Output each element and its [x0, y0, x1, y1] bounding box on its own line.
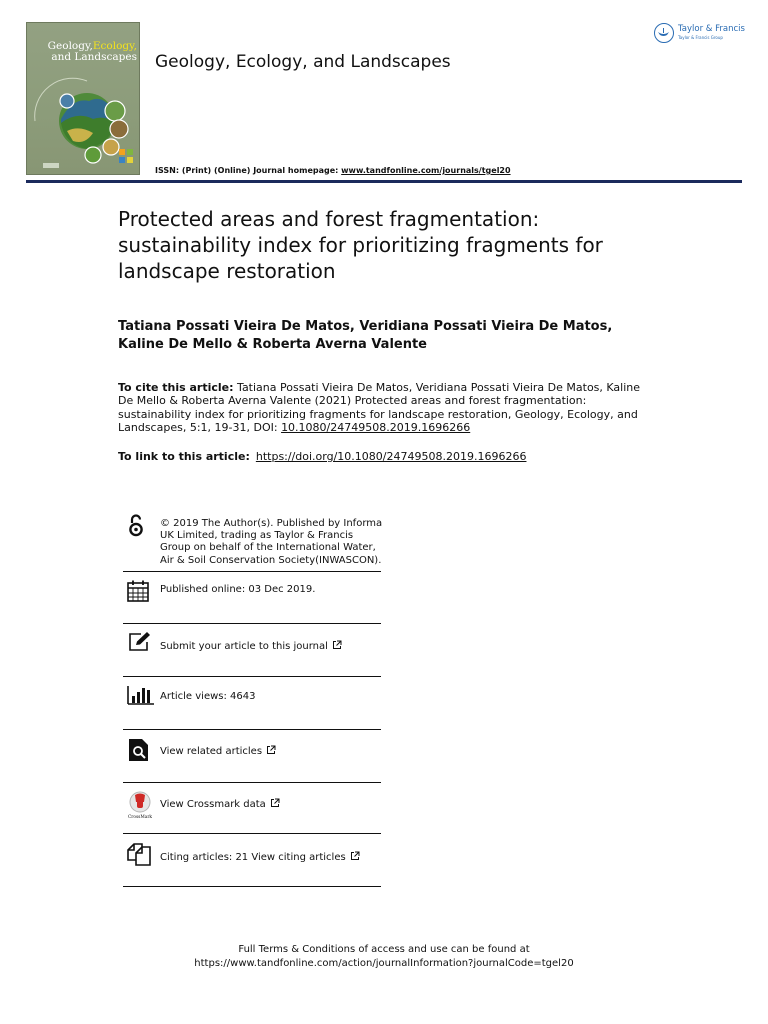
submit-article-row[interactable] — [124, 630, 381, 672]
header-divider — [26, 180, 742, 183]
license-text: © 2019 The Author(s). Published by Informa UK Limited, trading as Taylor & Francis Group on behalf of the International Water, Air & Soil Conservation Society(INWASCON). — [160, 518, 383, 566]
crossmark-icon — [127, 790, 153, 820]
related-articles-link[interactable]: View related articles — [160, 745, 385, 758]
open-access-icon — [128, 514, 144, 538]
row-divider — [123, 676, 381, 677]
calendar-icon — [126, 579, 150, 603]
issn-text: ISSN: (Print) (Online) Journal homepage: — [155, 166, 339, 175]
journal-homepage-link[interactable]: www.tandfonline.com/journals/tgel20 — [341, 166, 511, 175]
cover-swatch — [127, 149, 133, 155]
related-articles-icon — [128, 738, 150, 762]
journal-cover — [26, 22, 140, 175]
cover-swatch — [119, 149, 125, 155]
row-divider — [123, 729, 381, 730]
cover-title: Geology,Ecology, and Landscapes — [47, 40, 137, 63]
article-title: Protected areas and forest fragmentation: sustainability index for prioritizing fragments for landscape restoration — [118, 207, 603, 283]
article-authors: Tatiana Possati Vieira De Matos, Veridiana Possati Vieira De Matos, Kaline De Mello & Roberta Averna Valente — [118, 319, 613, 352]
article-link-label: To link to this article: — [118, 450, 250, 463]
issn-line — [155, 166, 511, 175]
crossmark-link[interactable]: View Crossmark data — [160, 798, 385, 811]
article-link-line — [118, 450, 678, 463]
footer-terms-text: Full Terms & Conditions of access and use can be found at — [238, 944, 530, 955]
citation-doi-link[interactable]: 10.1080/24749508.2019.1696266 — [281, 421, 471, 435]
journal-name: Geology, Ecology, and Landscapes — [155, 52, 451, 72]
submit-article-link[interactable]: Submit your article to this journal — [160, 640, 385, 653]
publisher-logo[interactable] — [654, 21, 754, 47]
publisher-subname: Taylor & Francis Group — [678, 35, 723, 40]
footer-terms-link[interactable]: https://www.tandfonline.com/action/journalInformation?journalCode=tgel20 — [194, 958, 574, 969]
related-articles-row[interactable] — [124, 736, 381, 778]
cover-swatch — [127, 157, 133, 163]
citing-articles-icon — [126, 841, 154, 867]
citing-articles-row[interactable] — [124, 840, 381, 882]
row-divider — [123, 782, 381, 783]
edit-icon — [127, 631, 153, 653]
row-divider — [123, 571, 381, 572]
article-views-row — [124, 683, 381, 725]
bar-chart-icon — [127, 684, 155, 706]
published-date: Published online: 03 Dec 2019. — [160, 584, 316, 595]
footer-terms — [0, 943, 768, 971]
citation-block — [118, 381, 648, 435]
external-link-icon — [332, 640, 342, 650]
external-link-icon — [350, 851, 360, 861]
row-divider — [123, 886, 381, 887]
citation-label: To cite this article: — [118, 381, 234, 394]
external-link-icon — [270, 798, 280, 808]
license-row — [124, 512, 381, 570]
published-row — [124, 576, 381, 620]
publisher-logo-icon — [654, 23, 674, 43]
publisher-name: Taylor & Francis — [678, 24, 745, 34]
row-divider — [123, 833, 381, 834]
external-link-icon — [266, 745, 276, 755]
crossmark-row[interactable] — [124, 789, 381, 831]
row-divider — [123, 623, 381, 624]
citation-text: Tatiana Possati Vieira De Matos, Veridiana Possati Vieira De Matos, Kaline De Mello & Roberta Averna Valente (2021) Protected areas and forest fragmentation: sustainability index for prioritizing fragments for landscape restoration, Geology, Ecology, and Landscapes, 5:1, 19-31, DOI: — [118, 381, 641, 435]
crossmark-icon-label: CrossMark — [128, 815, 152, 820]
cover-swatch — [119, 157, 125, 163]
article-doi-link[interactable]: https://doi.org/10.1080/24749508.2019.1696266 — [255, 450, 527, 463]
article-views: Article views: 4643 — [160, 691, 256, 702]
citing-articles-link[interactable]: Citing articles: 21 View citing articles — [160, 851, 385, 864]
